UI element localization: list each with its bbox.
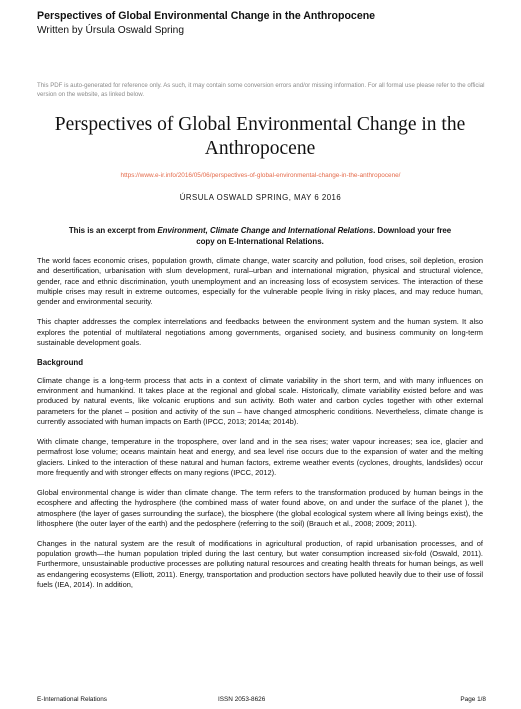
excerpt-suffix: . Download your free copy on E-International Relations. bbox=[196, 226, 452, 246]
paragraph: Climate change is a long-term process that acts in a context of climate variability in the short term, and with many influences on environment and humankind. It takes place at the regional and global scale. Historically, climate variability existed before and was produced by natural events, like volcanic eruptions and sun activity. Both water and carbon cycles together with other external parameters for the planet – position and activity of the sun – have changed atmospheric conditions. Nevertheless, climate change is currently associated with human impacts on Earth (IPCC, 2013; 2014a; 2014b). bbox=[37, 375, 483, 427]
footer-page-number: Page 1/8 bbox=[460, 696, 486, 703]
paragraph: The world faces economic crises, population growth, climate change, water scarcity and pollution, food crises, soil depletion, erosion and desertification, urbanisation with slum development, rural–urban and international migration, physical and structural violence, gender, race and ethnic discrimination, youth unemployment and an increasing loss of ecosystem services. The interaction of these multiple crises may result in extreme outcomes, especially for the vulnerable people living in risky places, and may reduce human, gender and environmental security. bbox=[37, 256, 483, 307]
conversion-notice: This PDF is auto-generated for reference only. As such, it may contain some conversion errors and/or missing information. For all formal use please refer to the official version on the website, as linked below. bbox=[37, 82, 485, 98]
running-header bbox=[37, 10, 501, 37]
header-author: Written by Úrsula Oswald Spring bbox=[37, 25, 185, 36]
paragraph: Global environmental change is wider than climate change. The term refers to the transformation produced by human beings in the ecosphere and affecting the hydrosphere (the combined mass of water found above, on and under the surface of the planet ), the atmosphere (the layer of gases surrounding the surface), the biosphere (the global ecological system where all living beings exist), the lithosphere (the outer layer of the earth) and the pedosphere (referring to the soil) (Brauch et al., 2008; 2009; 2011). bbox=[37, 487, 483, 528]
article-url-link[interactable]: https://www.e-ir.info/2016/05/06/perspectives-of-global-environmental-change-in-the-anthropocene/ bbox=[120, 172, 401, 179]
paragraph: With climate change, temperature in the troposphere, over land and in the sea rises; water vapour increases; sea ice, glacier and permafrost lose volume; oceans maintain heat and energy, and sea level rise occurs due to the expansion of water and the melting glaciers. Linked to the interaction of these natural and human factors, extreme weather events (cyclones, droughts, landslides) occur more frequently and with stronger effects on many regions (IPCC, 2012). bbox=[37, 436, 483, 477]
section-heading: Background bbox=[37, 357, 84, 367]
excerpt-notice bbox=[60, 225, 460, 247]
article-byline: ÚRSULA OSWALD SPRING, MAY 6 2016 bbox=[179, 193, 342, 202]
paragraph: Changes in the natural system are the result of modifications in agricultural production, of rapid urbanisation processes, and of population growth—the human population tripled during the last century, but water consumption increased six-fold (Oswald, 2011). Furthermore, unsustainable productive processes are polluting natural resources and creating health threats for human beings, as well as endangering ecosystems (Elliott, 2011). Energy, transportation and production sectors have polluted heavily due to their use of fossil fuels (IEA, 2014). In addition, bbox=[37, 538, 483, 590]
paragraph: This chapter addresses the complex interrelations and feedbacks between the environment system and the human system. It also explores the potential of multilateral negotiations among governments, organised society, and business community on long-term sustainable development goals. bbox=[37, 317, 483, 347]
footer-publisher: E-International Relations bbox=[37, 696, 107, 703]
footer-issn: ISSN 2053-8626 bbox=[218, 696, 266, 703]
article-title: Perspectives of Global Environmental Change in the Anthropocene bbox=[54, 114, 466, 159]
excerpt-book-title: Environment, Climate Change and International Relations bbox=[157, 226, 374, 235]
article-body bbox=[37, 256, 483, 600]
header-title: Perspectives of Global Environmental Change in the Anthropocene bbox=[37, 10, 376, 22]
excerpt-prefix: This is an excerpt from bbox=[68, 226, 158, 235]
